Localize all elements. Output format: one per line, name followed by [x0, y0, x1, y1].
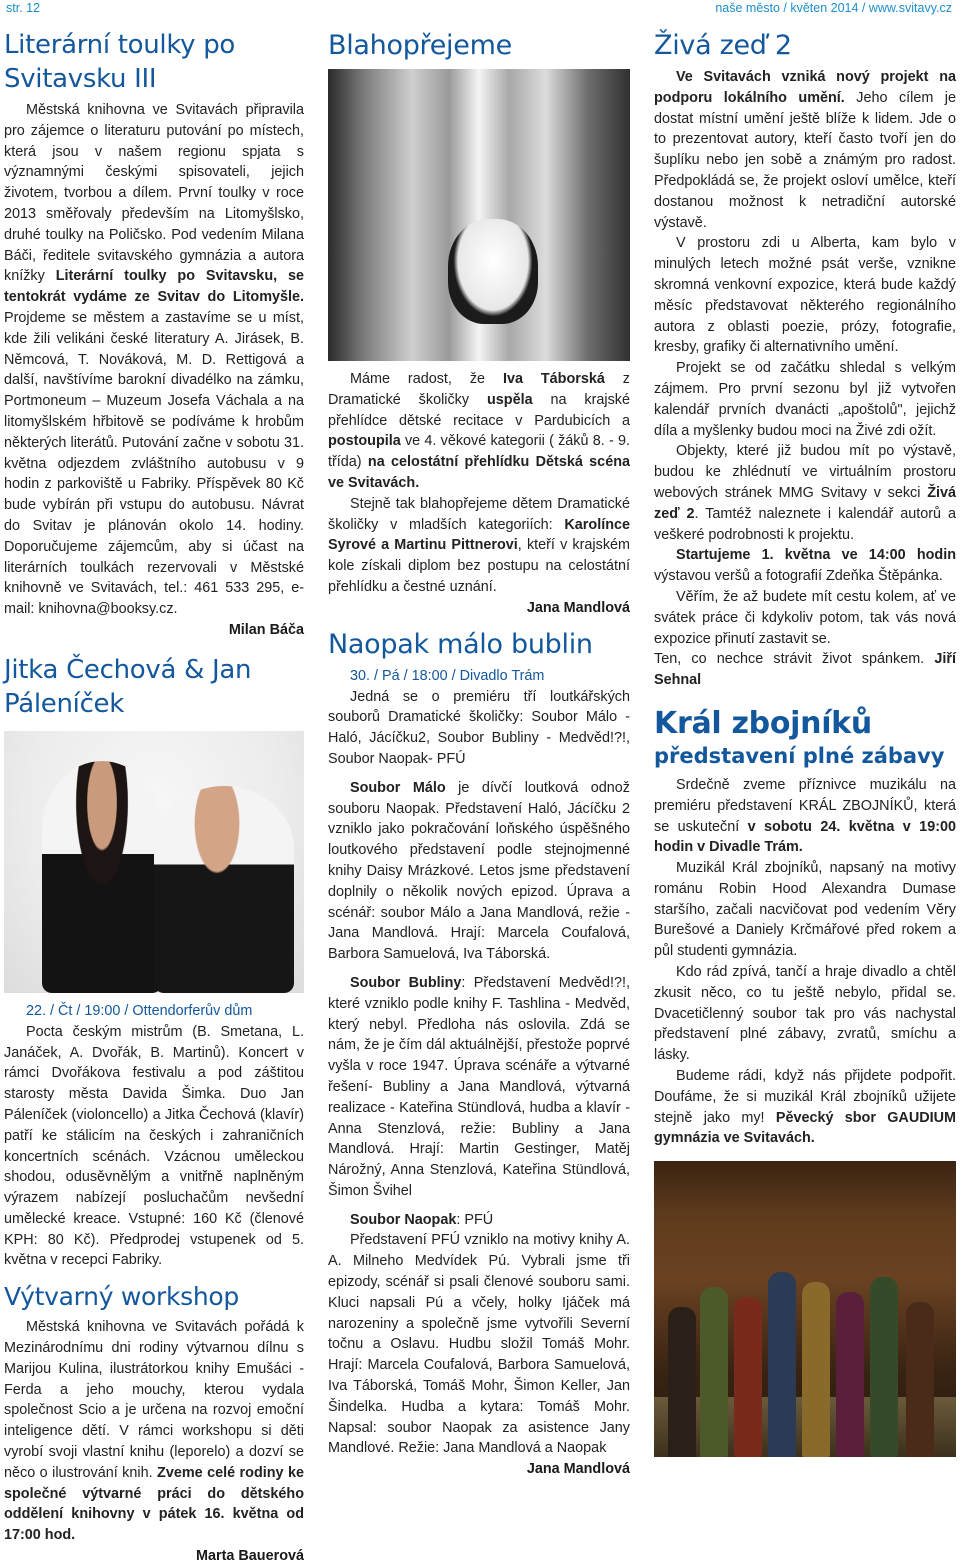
section-name: Živá zeď 2	[654, 484, 956, 522]
body-text: ve 4. věkové kategorii ( žáků 8. - 9. třída)	[328, 433, 630, 471]
book-title: Literární toulky po Svitavsku, se tentokrát vydáme ze Svitav do Litomyšle.	[4, 268, 305, 306]
actor-figure	[768, 1272, 796, 1457]
event-info: 30. / Pá / 18:00 / Divadlo Trám	[350, 667, 545, 684]
lead-text: Ve Svitavách vzniká nový projekt na podporu lokálního umění.	[654, 69, 956, 106]
author-signature: Jana Mandlová	[526, 1461, 630, 1478]
highlight-names: Karolínce Syrové a Martinu Pittnerovi	[328, 516, 630, 554]
invitation-text: Zveme celé rodiny ke společné výtvarné práci do dětského oddělení knihovny v pátek 16. května od 17:00 hod.	[4, 1464, 304, 1544]
article-body-ziva-zed-3: Projekt se od začátku shledal s velkým zájmem. Pro první sezonu byl již vytvořen kalendář prvních dvanácti „apoštolů", jejichž díla a myšlenky budou moci na Živé zdi ožít.	[654, 360, 956, 439]
article-body-naopak-1: Jedná se o premiéru tří loutkářských souborů Dramatické školičky: Soubor Málo - Haló, Jácíčku2, Soubor Bubliny - Medvěd!?!, Soubor Naopak- PFÚ	[328, 688, 630, 767]
highlight-name: Iva Táborská	[502, 371, 605, 387]
article-body-ziva-zed-4	[654, 441, 956, 545]
body-text: Ten, co nechce strávit život spánkem.	[654, 651, 935, 668]
actor-figure	[802, 1282, 830, 1457]
article-body-kral-4	[654, 1066, 956, 1149]
actor-figure	[836, 1292, 864, 1457]
article-body-naopak-3	[328, 973, 630, 1202]
body-text: Budeme rádi, když nás přijdete podpořit. Doufáme, že si muzikál Král zbojníků užijete stejně jako my!	[654, 1068, 956, 1126]
actor-figure	[870, 1277, 898, 1457]
article-body-literarni-toulky	[4, 100, 304, 620]
author-signature: Milan Báča	[228, 621, 304, 638]
article-body-ziva-zed-7	[654, 649, 956, 691]
actor-figure	[668, 1307, 696, 1457]
body-text: Máme radost, že	[350, 371, 503, 387]
article-body-ziva-zed-1	[654, 67, 956, 233]
body-text: Městská knihovna ve Svitavách připravila pro zájemce o literaturu putování po místech, která jsou v našem regionu spjata s významnými českými spisovateli, jejich životem, tvorbou a dílem. První toulky v roce 2013 směřovaly především na Litomyšlsko, druhé toulky na Poličsko. Pod vedením Milana Báči, ředitele svitavského gymnázia a autora knížky	[4, 102, 304, 285]
actor-figure	[906, 1302, 934, 1457]
article-title-blahoprejeme: Blahopřejeme	[328, 30, 512, 61]
art-photo	[328, 69, 630, 361]
article-body-kral-2: Muzikál Král zbojníků, napsaný na motivy románu Robin Hood Alexandra Dumase staršího, začali nacvičovat pod vedením Věry Burešové a Daniely Krčmářové před rokem a půl studenti gymnázia.	[654, 860, 956, 960]
actor-figure	[734, 1297, 762, 1457]
ensemble-name: Soubor Bubliny	[350, 974, 462, 991]
body-text: : Představení Medvěd!?!, které vzniklo podle knihy F. Tashlina - Medvěd, který nebyl. Předloha nás oslovila. Zdá se nám, že je čím dál aktuálnější, přestože poprvé vyšla v roce 1947. Úprava scénáře a výtvarné řešení- Bubliny a Jana Mandlová, výtvarná realizace - Kateřina Stündlová, hudba a klavír - Anna Stenzlová, režie: Bubliny a Jana Mandlová. Hrají: Martin Gestinger, Matěj Nárožný, Anna Stenzlová, Kateřina Stündlová, Šimon Švihel	[328, 974, 630, 1199]
ensemble-name: Soubor Naopak	[350, 1211, 457, 1228]
article-title-ziva-zed: Živá zeď 2	[654, 30, 792, 61]
article-title-workshop: Výtvarný workshop	[4, 1282, 240, 1312]
body-text: : PFÚ	[456, 1211, 494, 1228]
article-body-kral-3: Kdo rád zpívá, tančí a hraje divadlo a chtěl zkusit něco, co tu ještě nebylo, přidal se. Dvacetičlenný soubor tak pro vás nachystal představení plné zábavy, zvratů, smíchu a lásky.	[654, 964, 956, 1064]
stage-photo	[654, 1161, 956, 1457]
article-body-concert: Pocta českým mistrům (B. Smetana, L. Janáček, A. Dvořák, B. Martinů). Koncert v rámci Dvořákova festivalu a pod záštitou starosty města Davida Šimka. Duo Jan Páleníček (violoncello) a Jitka Čechová (klavír) patří ke stálicím na českých i zahraničních koncertních scénách. Vzácnou uměleckou shodou, odusěvnělým a vnitřně naplněným výrazem nabízejí posluchačům nevšední umělecké kreace. Vstupné: 160 Kč (členové KPH: 80 Kč). Předprodej vstupenek od 5. května v recepci Fabriky.	[4, 1023, 304, 1269]
body-text: Městská knihovna ve Svitavách pořádá k Mezinárodnímu dni rodiny výtvarnou dílnu s Marijou Kulina, ilustrátorkou knihy Emušáci - Ferda a jeho mouchy, kterou vydala společnost Scio a je určena na rozvoj emoční inteligence dětí. V rámci workshopu si děti vyrobí svoji vlastní knihu (leporelo) a dozví se něco o ilustrování knih.	[4, 1319, 304, 1481]
article-body-naopak-4	[328, 1210, 630, 1231]
highlight-text: postoupila	[328, 433, 401, 450]
column-left	[4, 28, 304, 1567]
body-text: , kteří v krajském kole získali diplom bez postupu na celostátní přehlídku a čestné uznání.	[328, 537, 631, 595]
column-right	[654, 28, 956, 1457]
highlight-text: na celostátní přehlídku Dětská scéna ve Svitavách.	[328, 454, 630, 491]
body-text: je dívčí loutková odnož souboru Naopak. Představení Haló, Jácíčku 2 vzniklo jako pokračování loňského úspěšného loutkového představení podle stejnojmenné knihy Daisy Mrázkové. Letos jsme představení doplnily o několik nových epizod. Úprava a scénář: soubor Málo a Jana Mandlová, režie - Jana Mandlová. Hrají: Marcela Coufalová, Barbora Samuelová, Iva Táborská.	[328, 779, 630, 963]
body-text: na krajské přehlídce dětské recitace v Pardubicích a	[328, 391, 630, 429]
author-signature: Jiří Sehnal	[654, 651, 956, 689]
article-title-naopak: Naopak málo bublin	[328, 628, 593, 660]
article-body-ziva-zed-5	[654, 545, 956, 587]
body-text: výstavou veršů a fotografií Zdeňka Štěpánka.	[654, 568, 943, 585]
page-header	[0, 0, 960, 18]
body-text: Projdeme se městem a zastavíme se u míst, kde žili velikáni české literatury A. Jirásek, B. Němcová, T. Nováková, M. D. Rettigová a další, navštívíme barokní divadélko na zámku, Portmoneum – Muzeum Josefa Váchala a na litomyšlském hřbitově se podíváme k hrobům některých literátů. Putování začne v sobotu 31. května odjezdem zvláštního autobusu v 9 hodin z parkoviště u Fabriky. Příspěvek 80 Kč bude vybírán při vstupu do autobusu. Návrat do Svitav je plánován okolo 14. hodiny. Doporučujeme zájemcům, aby si účast na literárních toulkách rezervovali v Městské knihovně ve Svitavách, tel.: 461 533 295, e-mail: knihovna@booksy.cz.	[4, 309, 304, 618]
issue-info: naše město / květen 2014 / www.svitavy.cz	[715, 1, 952, 15]
author-signature: Jana Mandlová	[526, 599, 630, 616]
body-text: Jeho cílem je dostat místní umění ještě blíže k lidem. Jde o to prezentovat autory, kteří často tvoří jen do šuplíku nebo jen sobě a známým pro radost. Předpokládá se, že projekt osloví umělce, kteří dostanou možnost k netradiční autorské výstavě.	[654, 89, 956, 231]
article-body-naopak-2	[328, 778, 630, 965]
event-info: 22. / Čt / 19:00 / Ottendorferův dům	[26, 1002, 253, 1019]
article-body-naopak-5: Představení PFÚ vzniklo na motivy knihy A. A. Milneho Medvídek Pú. Vybrali jsme tři epizody, scénář si psali členové souboru sami. Kluci napsali Pú a včely, holky Ijáček má narozeniny a společně jsme vytvořili Severní točnu a Oslavu. Hudbu složil Tomáš Mohr. Hrají: Marcela Coufalová, Barbora Samuelová, Iva Táborská, Tomáš Mohr, Šimon Keller, Jan Šindelka. Hudba a kytara: Tomáš Mohr. Napsal: soubor Naopak za asistence Jany Mandlové. Režie: Jana Mandlová a Naopak	[328, 1232, 630, 1457]
article-body-ziva-zed-6: Věřím, že až budete mít cestu kolem, ať ve svátek práce či kdykoliv potom, tak vás nová expozice přinutí zastavit se.	[654, 588, 956, 647]
event-date: v sobotu 24. května v 19:00 hodin v Divadle Trám.	[654, 818, 956, 856]
article-title-literarni-toulky: Literární toulky po Svitavsku III	[4, 30, 236, 94]
article-body-kral-1	[654, 775, 956, 858]
article-subtitle: představení plné zábavy	[654, 743, 945, 768]
body-text: Objekty, které již budou mít po výstavě, budou ke zhlédnutí ve virtuálním prostoru webových stránek MMG Svitavy v sekci	[654, 443, 956, 501]
photo-face	[448, 219, 538, 324]
body-text: Stejně tak blahopřejeme dětem Dramatické školičky v mladších kategoriích:	[328, 495, 630, 533]
ensemble-name: Soubor Málo	[350, 779, 446, 796]
article-body-blahoprejeme	[328, 369, 630, 494]
highlight-text: uspěla	[486, 391, 533, 408]
photo-woman	[42, 761, 162, 993]
article-title-concert: Jitka Čechová & Jan Páleníček	[4, 654, 252, 719]
author-signature: Marta Bauerová	[196, 1548, 304, 1565]
start-date: Startujeme 1. května ve 14:00 hodin	[676, 547, 956, 564]
column-middle	[328, 28, 630, 1480]
body-text: . Tamtéž naleznete i kalendář autorů a veškeré podrobnosti k projektu.	[654, 505, 957, 543]
photo-man	[154, 786, 294, 993]
ensemble-signature: Pěvecký sbor GAUDIUM gymnázia ve Svitavách.	[654, 1109, 956, 1147]
page-number: str. 12	[6, 1, 41, 15]
article-title-kral-zbojniku: Král zbojníků	[654, 705, 872, 741]
article-body-ziva-zed-2: V prostoru zdi u Alberta, kam bylo v minulých letech možné psát verše, vznikne skromná venkovní expozice, která bude každý měsíc představovat některého regionálního autora z oblasti poezie, prózy, fotografie, kresby, grafiky či alternativního umění.	[654, 235, 956, 356]
duo-photo	[4, 731, 304, 993]
body-text: Srdečně zveme příznivce muzikálu na premiéru představení KRÁL ZBOJNÍKŮ, která se uskuteční	[654, 776, 956, 835]
article-body-workshop	[4, 1317, 304, 1546]
body-text: z Dramatické školičky	[328, 371, 630, 408]
article-body-blahoprejeme-2	[328, 494, 630, 598]
actor-figure	[700, 1287, 728, 1457]
